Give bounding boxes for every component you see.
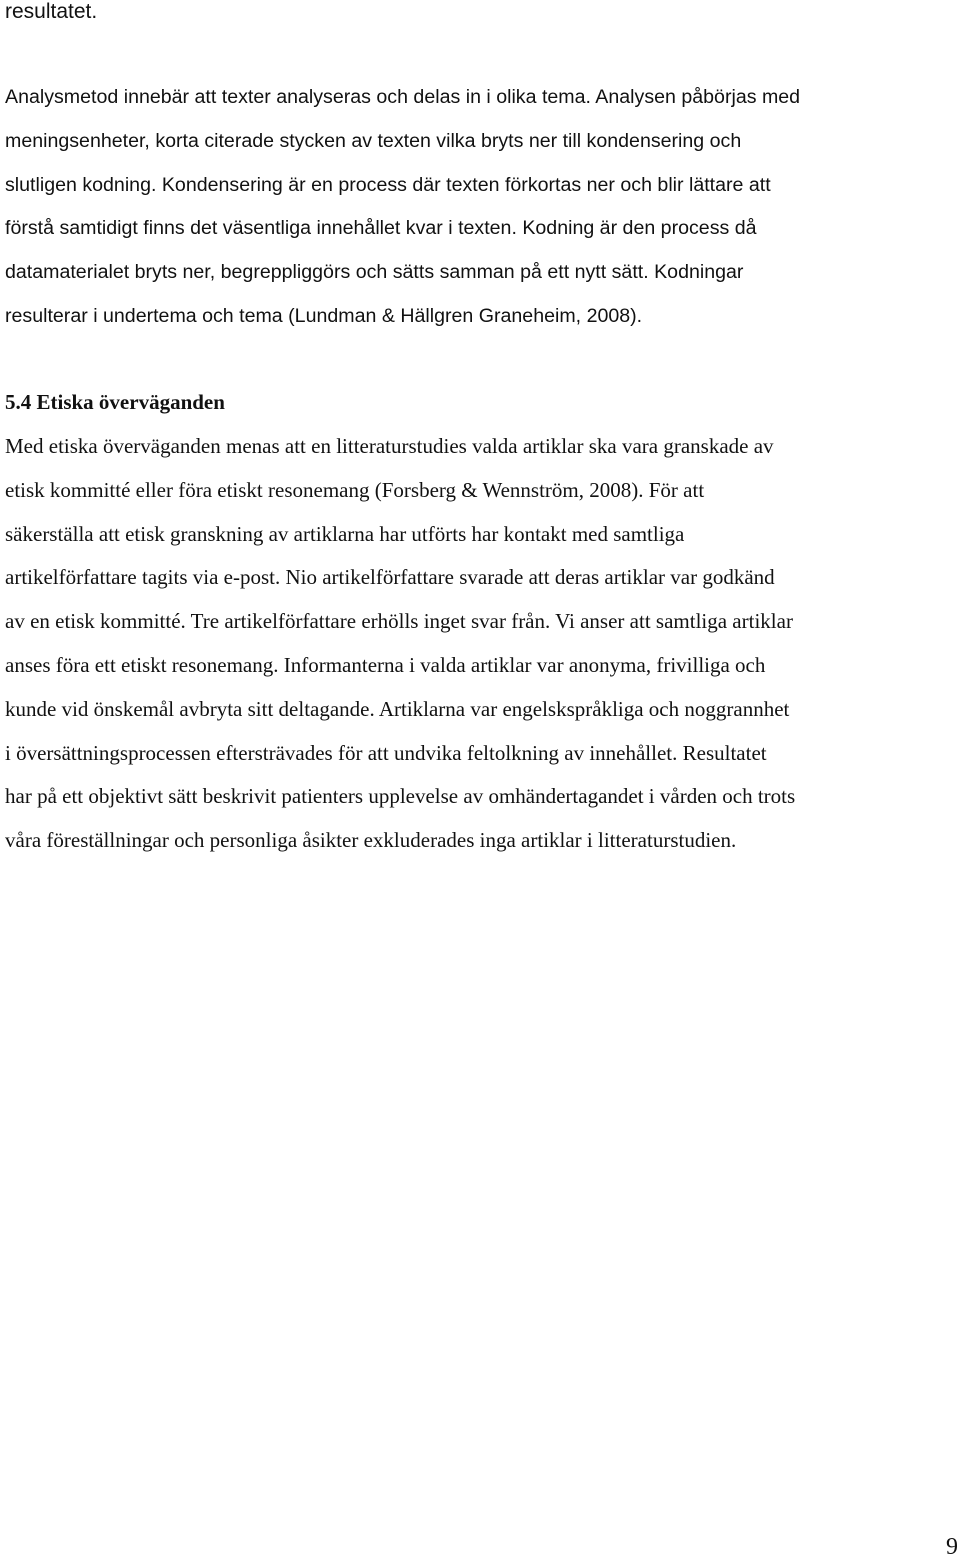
paragraph-line: meningsenheter, korta citerade stycken av texten vilka bryts ner till kondensering och [5,129,742,152]
paragraph-line: Med etiska överväganden menas att en litteraturstudies valda artiklar ska vara granskade av [5,434,774,458]
paragraph-line: anses föra ett etiskt resonemang. Informanterna i valda artiklar var anonyma, frivilliga och [5,652,766,677]
paragraph-line: kunde vid önskemål avbryta sitt deltagande. Artiklarna var engelskspråkliga och noggrannhet [5,696,790,721]
paragraph-line: våra föreställningar och personliga åsikter exkluderades inga artiklar i litteraturstudien. [5,828,737,853]
paragraph-line: datamaterialet bryts ner, begreppliggörs och sätts samman på ett nytt sätt. Kodningar [5,261,744,284]
paragraph-line: har på ett objektivt sätt beskrivit patienters upplevelse av omhändertagandet i vården och trots [5,784,796,809]
paragraph-line: säkerställa att etisk granskning av artiklarna har utförts har kontakt med samtliga [5,521,685,546]
paragraph-line: resulterar i undertema och tema (Lundman & Hällgren Graneheim, 2008). [5,304,643,327]
paragraph-line: slutligen kodning. Kondensering är en process där texten förkortas ner och blir lättare att [5,173,771,196]
section-heading-ethics: 5.4 Etiska överväganden [5,390,225,414]
paragraph-analysis-method [5,76,945,339]
page-number: 9 [946,1534,958,1560]
continued-text-fragment: resultatet. [5,0,98,23]
paragraph-line: artikelförfattare tagits via e-post. Nio artikelförfattare svarade att deras artiklar var godkänd [5,565,775,590]
paragraph-line: Analysmetod innebär att texter analyseras och delas in i olika tema. Analysen påbörjas med [5,86,801,108]
paragraph-line: etisk kommitté eller föra etiskt resonemang (Forsberg & Wennström, 2008). För att [5,477,705,502]
paragraph-line: av en etisk kommitté. Tre artikelförfattare erhölls inget svar från. Vi anser att samtliga artiklar [5,609,793,634]
paragraph-ethics [5,425,945,863]
paragraph-line: förstå samtidigt finns det väsentliga innehållet kvar i texten. Kodning är den process då [5,217,757,240]
paragraph-line: i översättningsprocessen eftersträvades för att undvika feltolkning av innehållet. Resultatet [5,740,767,765]
